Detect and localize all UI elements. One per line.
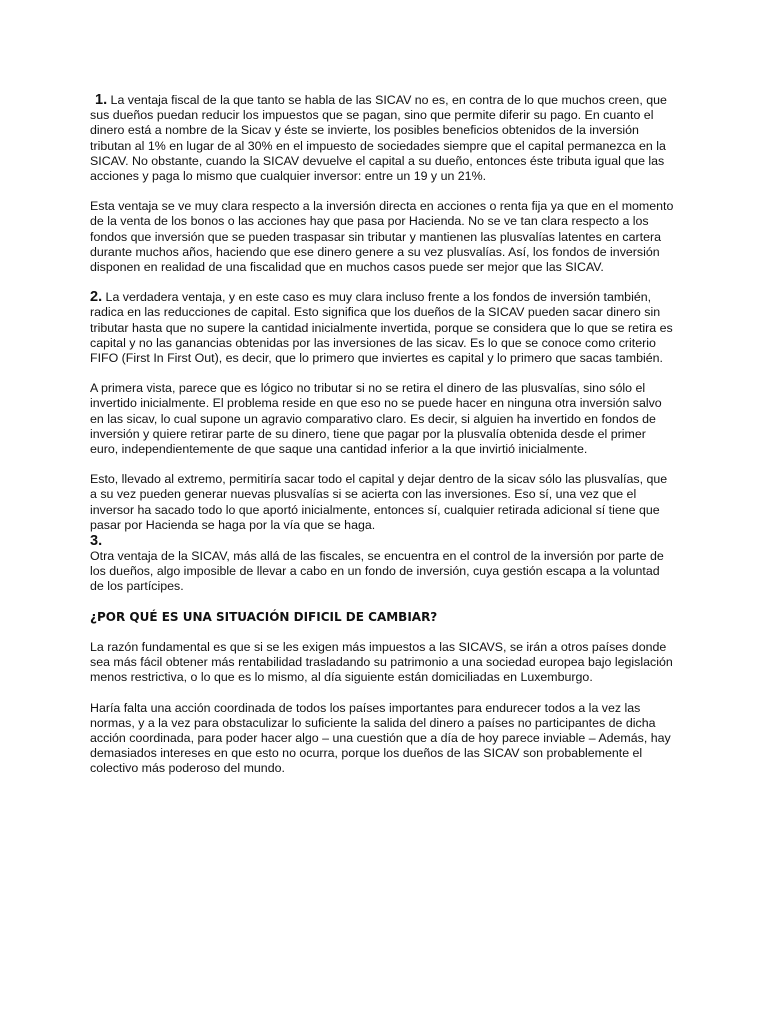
closing-paragraph-2: Haría falta una acción coordinada de todos los países importantes para endurecer todos a la vez las normas, y a la vez para obstaculizar lo suficiente la salida del dinero a países no participantes de dicha acción coordinada, para poder hacer algo – una cuestión que a día de hoy parece inviable – Además, hay demasiados intereses en que esto no ocurra, porque los dueños de las SICAV son probablemente el colectivo más poderoso del mundo.	[90, 700, 671, 776]
section-1-paragraph-1-text: La ventaja fiscal de la que tanto se habla de las SICAV no es, en contra de lo que muchos creen, que sus dueños puedan reducir los impuestos que se pagan, sino que permite diferir su pago. En cuanto el dinero está a nombre de la Sicav y éste se invierte, los posibles beneficios obtenidos de la inversión tributan al 1% en lugar de al 30% en el impuesto de sociedades siempre que el capital permanezca en la SICAV. No obstante, cuando la SICAV devuelve el capital a su dueño, entonces éste tributa igual que las acciones y paga lo mismo que cualquier inversor: entre un 19 y un 21%.	[90, 93, 667, 184]
section-3-number: 3.	[90, 533, 103, 550]
section-1-paragraph-1	[90, 93, 676, 184]
section-3-number-line	[90, 533, 676, 549]
section-3-paragraph-1: Otra ventaja de la SICAV, más allá de las fiscales, se encuentra en el control de la inversión por parte de los dueños, algo imposible de llevar a cabo en un fondo de inversión, cuya gestión escapa a la voluntad de los partícipes.	[90, 549, 664, 594]
section-heading: ¿POR QUÉ ES UNA SITUACIÓN DIFICIL DE CAMBIAR?	[90, 609, 438, 624]
document-body	[90, 93, 676, 792]
section-1-number: 1.	[95, 92, 108, 108]
section-2-paragraph-1	[90, 290, 676, 366]
section-1-paragraph-2: Esta ventaja se ve muy clara respecto a la inversión directa en acciones o renta fija ya que en el momento de la venta de los bonos o las acciones hay que pasa por Hacienda. No se ve tan clara respecto a los fondos que inversión que se pueden traspasar sin tributar y mantienen las plusvalías latentes en cartera durante muchos años, haciendo que ese dinero genere a su vez plusvalías. Así, los fondos de inversión disponen en realidad de una fiscalidad que en muchos casos puede ser mejor que las SICAV.	[90, 199, 674, 275]
section-2-paragraph-2: A primera vista, parece que es lógico no tributar si no se retira el dinero de las plusvalías, sino sólo el invertido inicialmente. El problema reside en que eso no se puede hacer en ninguna otra inversión salvo en las sicav, lo cual supone un agravio comparativo claro. Es decir, si alguien ha invertido en fondos de inversión y quiere retirar parte de su dinero, tiene que pagar por la plusvalía obtenida desde el primer euro, independientemente de que saque una cantidad inferior a la que invirtió inicialmente.	[90, 381, 662, 457]
section-2-paragraph-3: Esto, llevado al extremo, permitiría sacar todo el capital y dejar dentro de la sicav sólo las plusvalías, que a su vez pueden generar nuevas plusvalías si se acierta con las inversiones. Eso sí, una vez que el inversor ha sacado todo lo que aportó inicialmente, entonces sí, cualquier retirada adicional sí tiene que pasar por Hacienda se haga por la vía que se haga.	[90, 472, 668, 532]
section-2-number: 2.	[90, 289, 103, 306]
closing-paragraph-1: La razón fundamental es que si se les exigen más impuestos a las SICAVS, se irán a otros países donde sea más fácil obtener más rentabilidad trasladando su patrimonio a una sociedad europea bajo legislación menos restrictiva, o lo que es lo mismo, al día siguiente están domiciliadas en Luxemburgo.	[90, 639, 673, 685]
section-2-paragraph-1-text: La verdadera ventaja, y en este caso es muy clara incluso frente a los fondos de inversión también, radica en las reducciones de capital. Esto significa que los dueños de la SICAV pueden sacar dinero sin tributar hasta que no supere la cantidad inicialmente invertida, porque se considera que lo que se retira es capital y no las ganancias obtenidas por las inversiones de las sicav. Es lo que se conoce como criterio FIFO (First In First Out), es decir, que lo primero que inviertes es capital y lo primero que sacas también.	[90, 290, 673, 366]
